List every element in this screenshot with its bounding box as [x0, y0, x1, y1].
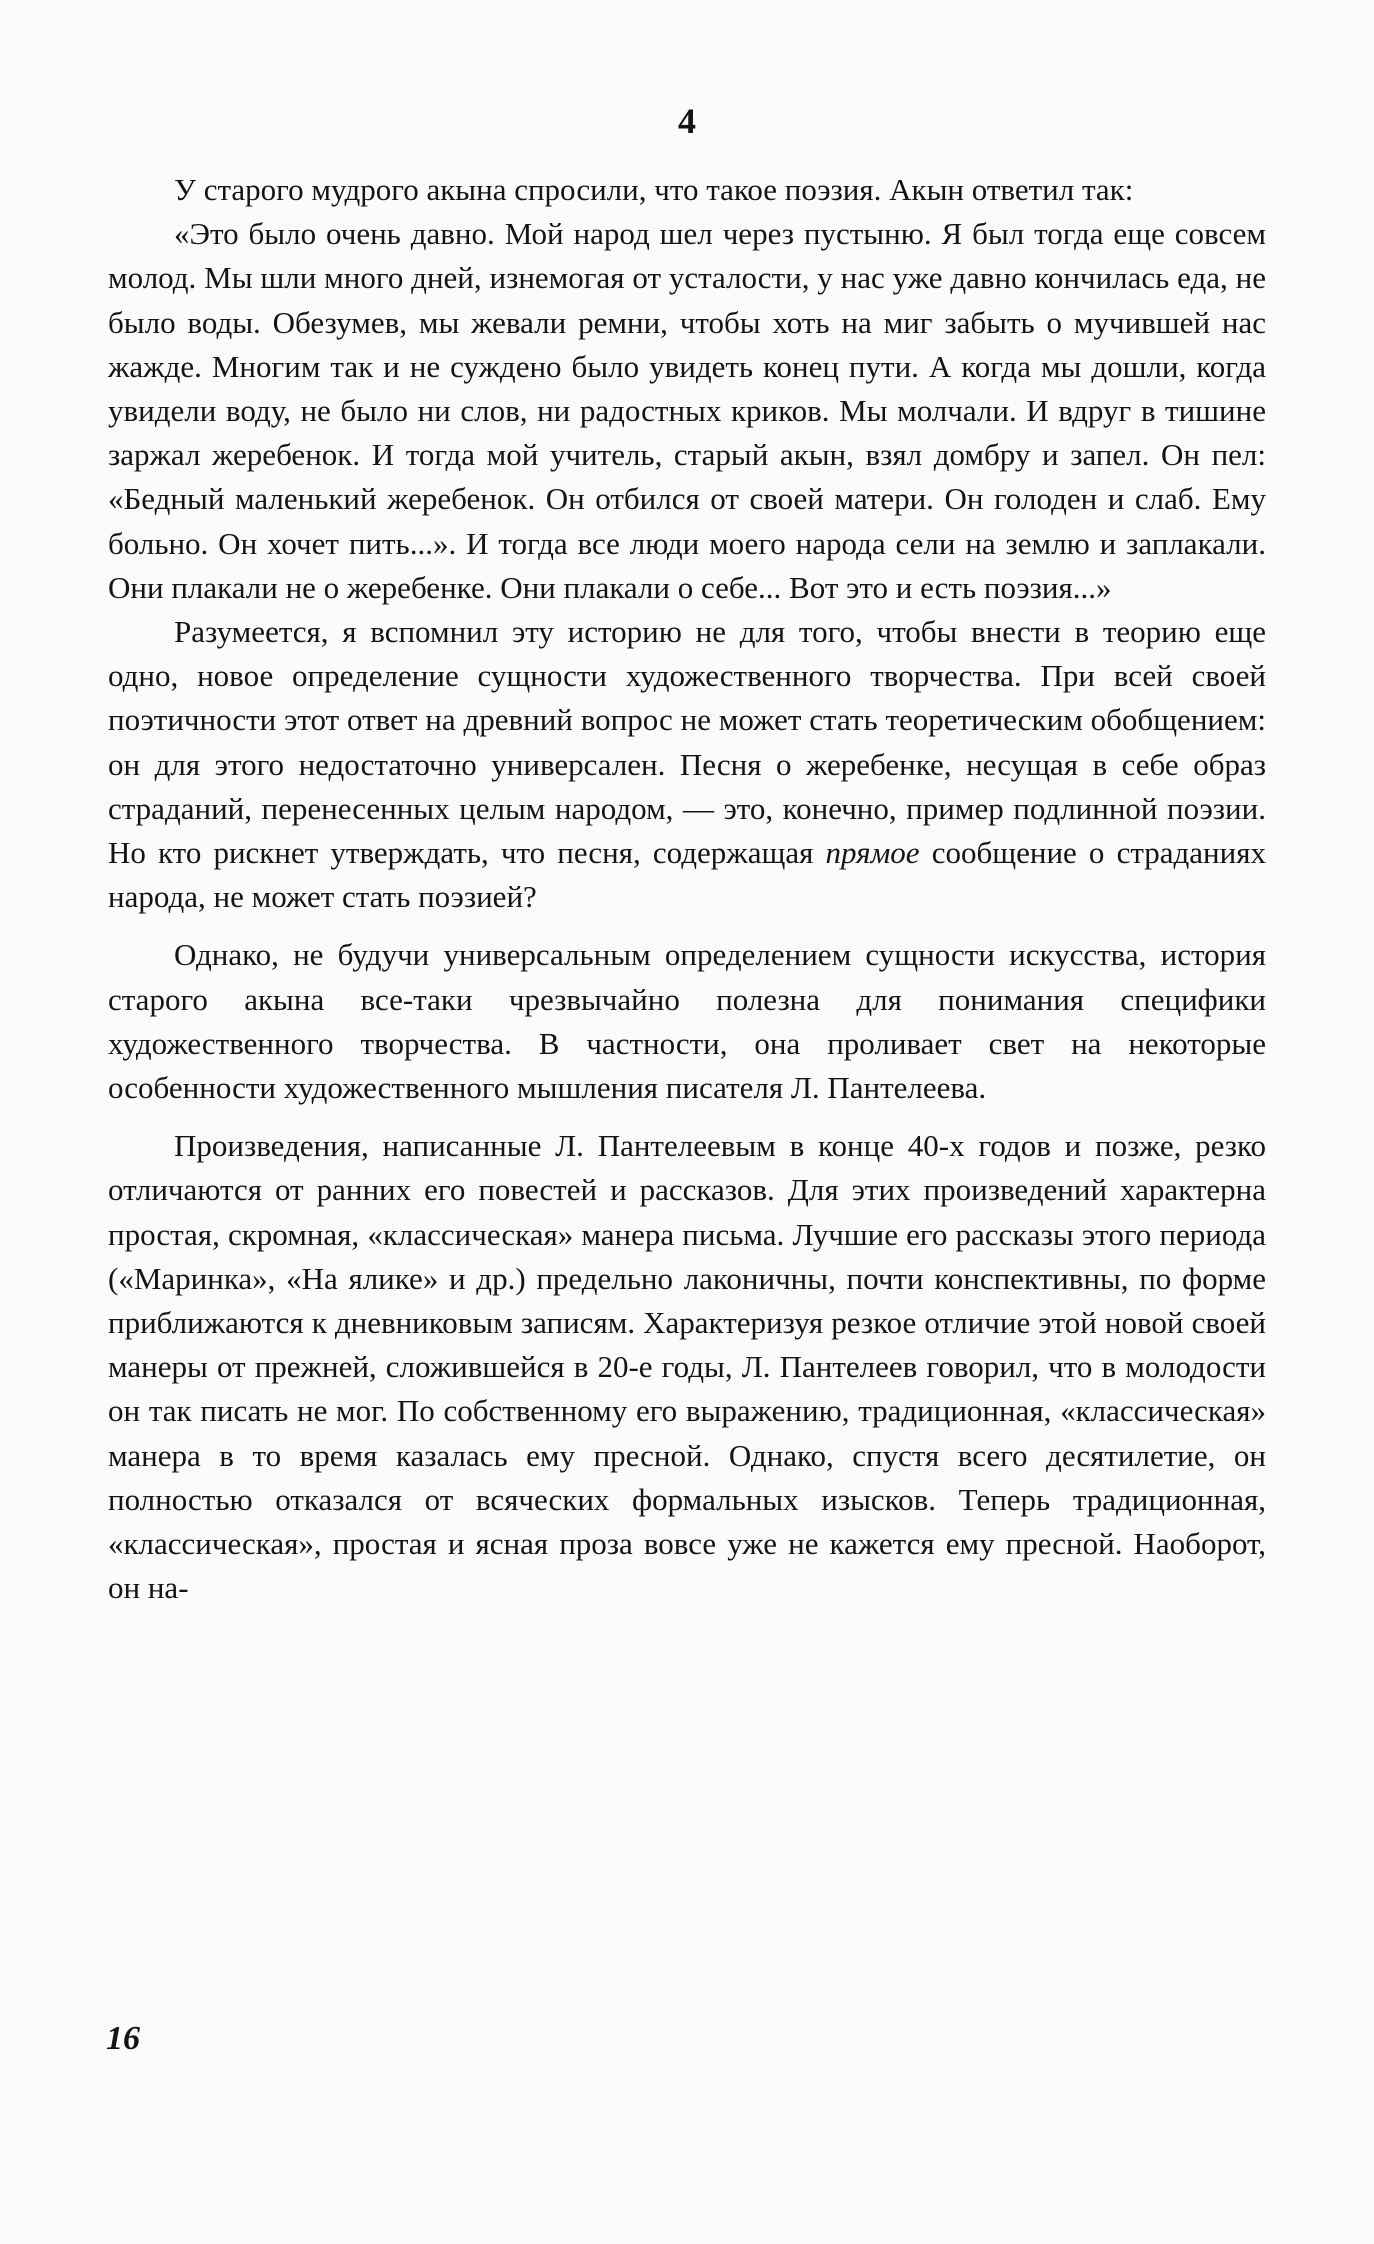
paragraph-definition-end: сообщение о страданиях народа, не может стать поэзией?: [108, 835, 1266, 915]
paragraph-akyn-story: «Это было очень давно. Мой народ шел через пустыню. Я был тогда еще совсем молод. Мы шли много дней, изнемогая от усталости, у нас уже давно кончилась еда, не было воды. Обезумев, мы жевали ремни, чтобы хоть на миг забыть о мучившей нас жажде. Многим так и не суждено было увидеть конец пути. А когда мы дошли, когда увидели воду, не было ни слов, ни радостных криков. Мы молчали. И вдруг в тишине заржал жеребенок. И тогда мой учитель, старый акын, взял домбру и запел. Он пел: «Бедный маленький жеребенок. Он отбился от своей матери. Он голоден и слаб. Ему больно. Он хочет пить...». И тогда все люди моего народа сели на землю и заплакали. Они плакали не о жеребенке. Они плакали о себе... Вот это и есть поэзия...»: [108, 216, 1266, 605]
paragraph-definition: [108, 610, 1266, 919]
emphasized-word: прямое: [825, 835, 920, 871]
paragraph-panteleev: Произведения, написанные Л. Пантелеевым в конце 40-х годов и позже, резко отличаются от ранних его повестей и рассказов. Для этих произведений характерна простая, скромная, «классическая» манера письма. Лучшие его рассказы этого периода («Маринка», «На ялике» и др.) предельно лаконичны, почти конспективны, по форме приближаются к дневниковым записям. Характеризуя резкое отличие этой новой своей манеры от прежней, сложившейся в 20-е годы, Л. Пантелеев говорил, что в молодости он так писать не мог. По собственному его выражению, традиционная, «классическая» манера в то время казалась ему пресной. Однако, спустя всего десятилетие, он полностью отказался от всяческих формальных изысков. Теперь традиционная, «классическая», простая и ясная проза вовсе уже не кажется ему пресной. Наоборот, он на-: [108, 1128, 1266, 1606]
section-number: 4: [678, 101, 696, 141]
paragraph-definition-start: Разумеется, я вспомнил эту историю не для того, чтобы внести в теорию еще одно, новое определение сущности художественного творчества. При всей своей поэтичности этот ответ на древний вопрос не может стать теоретическим обобщением: он для этого недостаточно универсален. Песня о жеребенке, несущая в себе образ страданий, перенесенных целым народом, — это, конечно, пример подлинной поэзии. Но кто рискнет утверждать, что песня, содержащая: [108, 614, 1266, 871]
body-text: [108, 168, 1266, 1611]
page-number: 16: [106, 2020, 140, 2057]
paragraph-specifics: Однако, не будучи универсальным определением сущности искусства, история старого акына все-таки чрезвычайно полезна для понимания специфики художественного творчества. В частности, она проливает свет на некоторые особенности художественного мышления писателя Л. Пантелеева.: [108, 937, 1266, 1106]
paragraph-question: У старого мудрого акына спросили, что такое поэзия. Акын ответил так:: [174, 172, 1134, 207]
